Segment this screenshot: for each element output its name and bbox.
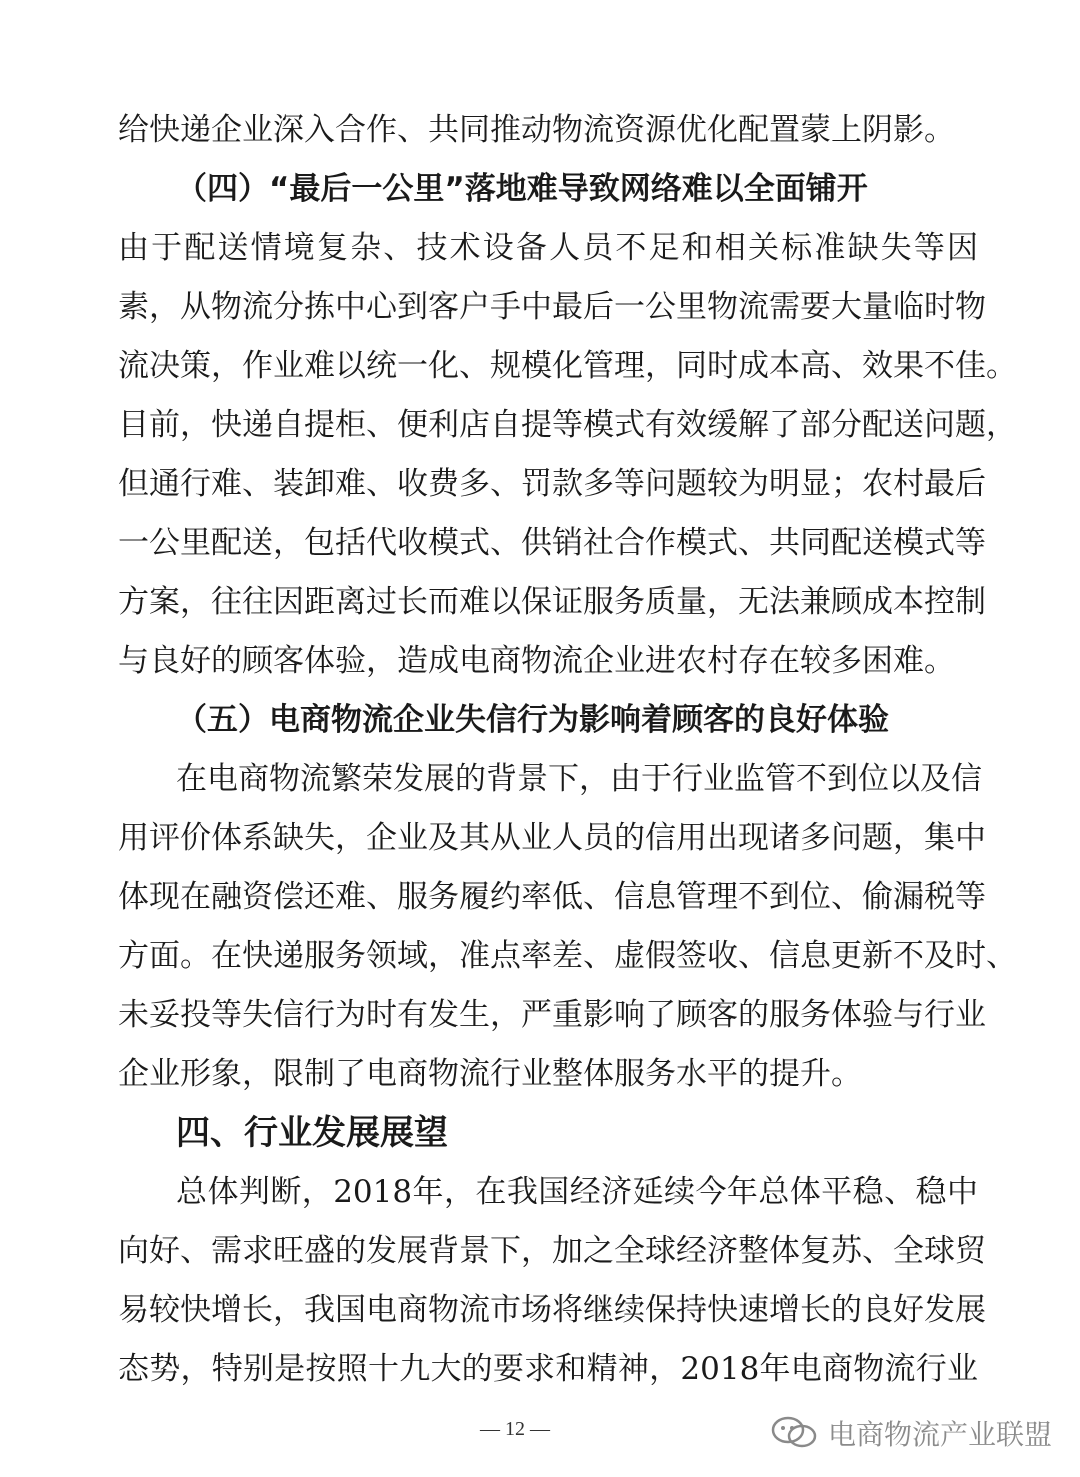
body-line: 但通行难、装卸难、收费多、罚款多等问题较为明显；农村最后: [118, 466, 986, 502]
paragraph-first-line: 总体判断，2018年，在我国经济延续今年总体平稳、稳中: [176, 1174, 978, 1210]
section-heading: 四、行业发展展望: [176, 1113, 448, 1153]
subsection-heading: （四）“最后一公里”落地难导致网络难以全面铺开: [176, 171, 868, 207]
body-line: 体现在融资偿还难、服务履约率低、信息管理不到位、偷漏税等: [118, 879, 986, 915]
watermark-text: 电商物流产业联盟: [828, 1418, 1053, 1451]
body-line: 目前，快递自提柜、便利店自提等模式有效缓解了部分配送问题，: [118, 407, 1017, 443]
wechat-icon: [770, 1415, 820, 1451]
body-line: 易较快增长，我国电商物流市场将继续保持快速增长的良好发展: [118, 1292, 986, 1328]
paragraph-first-line: 在电商物流繁荣发展的背景下，由于行业监管不到位以及信: [176, 761, 982, 797]
subsection-heading: （五）电商物流企业失信行为影响着顾客的良好体验: [176, 702, 889, 738]
body-line: 流决策，作业难以统一化、规模化管理，同时成本高、效果不佳。: [118, 348, 1017, 384]
body-line: 素，从物流分拣中心到客户手中最后一公里物流需要大量临时物: [118, 289, 986, 325]
body-line: 未妥投等失信行为时有发生，严重影响了顾客的服务体验与行业: [118, 997, 986, 1033]
page-number: — 12 —: [480, 1418, 550, 1440]
body-line: 企业形象，限制了电商物流行业整体服务水平的提升。: [118, 1056, 862, 1092]
body-line: 由于配送情境复杂、技术设备人员不足和相关标准缺失等因: [118, 230, 978, 266]
body-line: 态势，特别是按照十九大的要求和精神，2018年电商物流行业: [118, 1351, 978, 1387]
body-line: 向好、需求旺盛的发展背景下，加之全球经济整体复苏、全球贸: [118, 1233, 986, 1269]
body-line: 方案，往往因距离过长而难以保证服务质量，无法兼顾成本控制: [118, 584, 986, 620]
body-line: 方面。在快递服务领域，准点率差、虚假签收、信息更新不及时、: [118, 938, 1017, 974]
body-line: 与良好的顾客体验，造成电商物流企业进农村存在较多困难。: [118, 643, 955, 679]
body-line: 一公里配送，包括代收模式、供销社合作模式、共同配送模式等: [118, 525, 986, 561]
body-line: 给快递企业深入合作、共同推动物流资源优化配置蒙上阴影。: [118, 112, 955, 148]
watermark: [770, 1413, 1052, 1453]
body-line: 用评价体系缺失，企业及其从业人员的信用出现诸多问题，集中: [118, 820, 986, 856]
